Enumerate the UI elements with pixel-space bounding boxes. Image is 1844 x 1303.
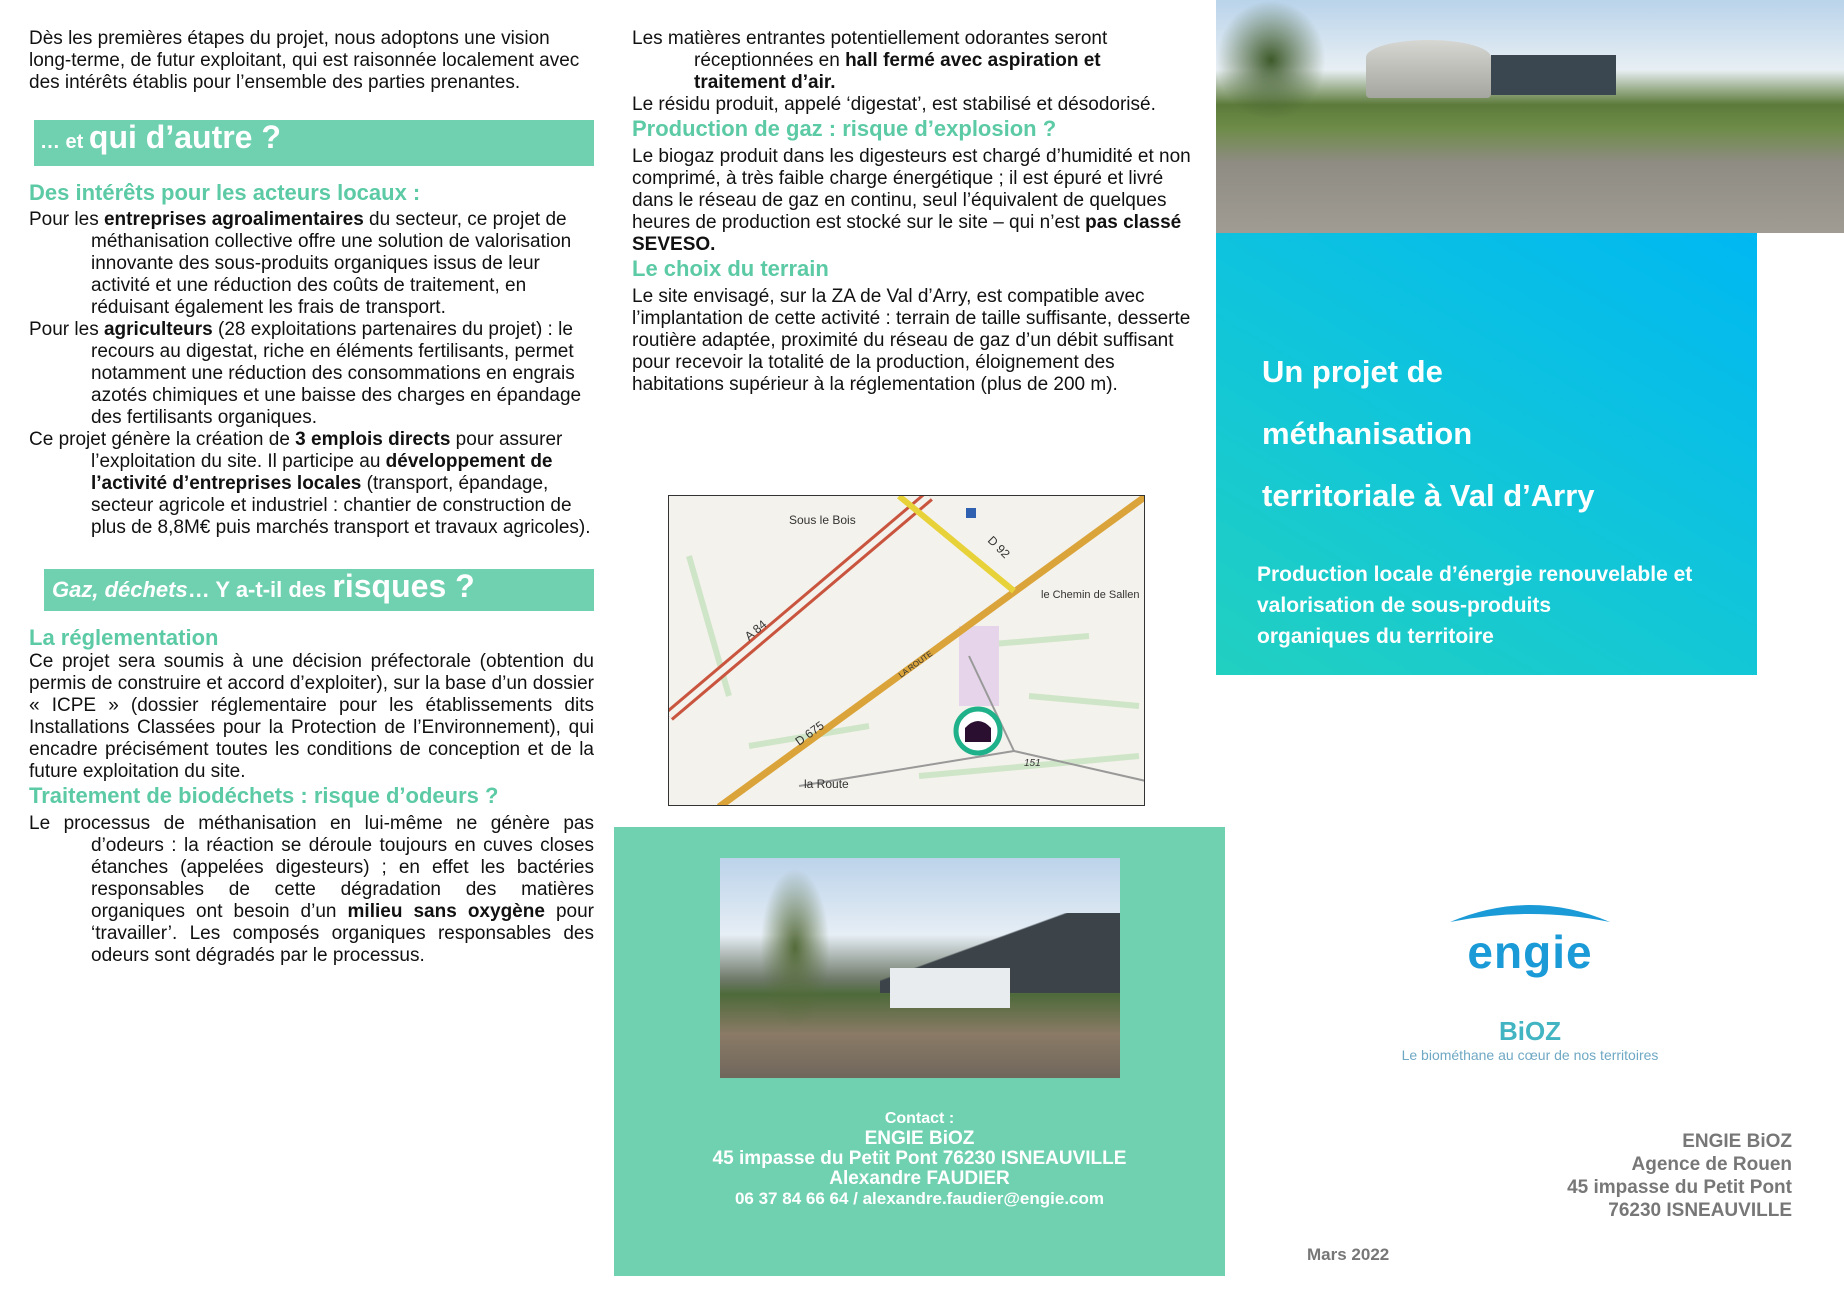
map-label: la Route (804, 777, 849, 791)
cover-subtitle-line: valorisation de sous-produits (1257, 594, 1552, 617)
text: Le processus de méthanisation en lui-même ne génère pas d’odeurs : la réaction se déroule toujours en cuves closes étanches (appelées digesteurs) ; en effet les bactéries responsables de cette dégradation des matières organiques ont besoin d’un (29, 813, 594, 922)
text: Le biogaz produit dans les digesteurs est chargé d’humidité et non comprimé, à très faible charge énergétique ; il est épuré et livré dans le réseau de gaz en continu, seul l’équivalent de quelques heures de production est stocké sur le site – qui n’est (632, 146, 1191, 233)
contact-phone-email[interactable]: 06 37 84 66 64 / alexandre.faudier@engie.com (734, 1189, 1105, 1208)
paragraph-regulation: Ce projet sera soumis à une décision préfectorale (obtention du permis de construire et accord d’exploiter), sur la base d’un dossier « ICPE » (dossier réglementaire pour les établissements dits Installations Classées pour la Protection de l’Environnement), qui encadre précisément toutes les conditions de conception et de la future exploitation du site. (29, 651, 594, 782)
map-label: 151 (1024, 758, 1041, 769)
bold-text: 3 emplois directs (295, 429, 451, 450)
cover-title-line: Un projet de (1262, 354, 1443, 389)
text: (28 exploitations partenaires du projet) : le recours au digestat, riche en éléments fertilisants, permet notamment une réduction des consommations en engrais azotés chimiques et une baisse des charges en épandage des fertilisants organiques. (91, 319, 582, 428)
banner-mid: … Y a-t-il des (187, 577, 333, 602)
text: du secteur, ce projet de méthanisation collective offre une solution de valorisation innovante des sous-produits organiques issus de leur activité et une réduction des coûts de traitement, en réduisant également les frais de transport. (91, 209, 572, 318)
bold-text: agriculteurs (103, 319, 213, 340)
contact-title: Contact : (884, 1110, 955, 1127)
engie-wordmark: engie (1467, 926, 1593, 978)
engie-logo (1440, 900, 1620, 978)
map-zone (959, 626, 999, 706)
publication-date: Mars 2022 (1307, 1245, 1390, 1264)
map-graphic (669, 496, 1145, 806)
text: (transport, épandage, secteur agricole et industriel : chantier de construction de plus de 8,8M€ puis marchés transport et travaux agricoles). (91, 473, 591, 538)
text: Pour les (29, 209, 104, 230)
text: Ce projet génère la création de (29, 429, 296, 450)
paragraph-odors (29, 813, 594, 967)
map-label: le Chemin de Sallen (1041, 589, 1140, 601)
address-line: Agence de Rouen (1631, 1154, 1792, 1175)
paragraph-reception (632, 28, 1194, 94)
section-banner-risks (44, 569, 594, 611)
bioz-wordmark: BiOZ (1498, 1016, 1562, 1046)
cover-title-line: territoriale à Val d’Arry (1262, 478, 1595, 513)
subheading-local: Des intérêts pour les acteurs locaux : (29, 180, 421, 205)
column-middle (632, 28, 1194, 396)
map-label: D 675 (792, 718, 827, 749)
text: Les matières entrantes potentiellement odorantes seront réceptionnées en (632, 28, 1108, 71)
subheading-odors: Traitement de biodéchets : risque d’odeurs ? (29, 783, 499, 808)
map-label: D 92 (984, 533, 1013, 562)
banner-big: qui d’autre ? (88, 119, 281, 155)
subheading-site: Le choix du terrain (632, 256, 829, 281)
cover-title-line: méthanisation (1262, 416, 1473, 451)
paragraph-site: Le site envisagé, sur la ZA de Val d’Arry, est compatible avec l’implantation de cette activité : terrain de taille suffisante, desserte routière adaptée, proximité du réseau de gaz d’un débit suffisant pour recevoir la totalité de la production, éloignement des habitations supérieur à la réglementation (plus de 200 m). (632, 286, 1191, 395)
bold-text: milieu sans oxygène (347, 901, 545, 922)
cover-subtitle-line: organiques du territoire (1257, 625, 1494, 648)
subheading-regulation: La réglementation (29, 625, 219, 650)
bold-text: entreprises agroalimentaires (103, 209, 364, 230)
section-banner-who (34, 120, 594, 166)
banner-small: … et (40, 131, 89, 153)
banner-italic: Gaz, déchets (52, 577, 188, 602)
cover-photo (1216, 0, 1844, 233)
banner-big: risques ? (332, 568, 475, 604)
paragraph-jobs (29, 429, 594, 539)
cover-subtitle-line: Production locale d’énergie renouvelable et (1257, 563, 1693, 586)
text: pour assurer l’exploitation du site. Il participe au (91, 429, 563, 472)
paragraph-digestate: Le résidu produit, appelé ‘digestat’, est stabilisé et désodorisé. (632, 94, 1156, 115)
column-left (29, 28, 594, 967)
map-label: Sous le Bois (789, 513, 856, 527)
engie-arc-icon (1445, 900, 1615, 924)
address-line: 76230 ISNEAUVILLE (1608, 1200, 1792, 1221)
address-line: ENGIE BiOZ (1682, 1131, 1792, 1152)
map-label: A 84 (741, 617, 770, 644)
intro-text: Dès les premières étapes du projet, nous adoptons une vision long-terme, de futur exploitant, qui est raisonnée localement avec des intérêts établis pour l’ensemble des parties prenantes. (29, 28, 580, 93)
bioz-tagline: Le biométhane au cœur de nos territoires (1401, 1047, 1659, 1063)
contact-company: ENGIE BiOZ (864, 1128, 975, 1149)
bold-text: hall fermé avec aspiration et traitement d’air. (694, 50, 1101, 93)
cover-panel (1216, 233, 1757, 675)
contact-panel (614, 827, 1225, 1276)
contact-address: 45 impasse du Petit Pont 76230 ISNEAUVILLE (712, 1148, 1127, 1169)
facility-photo (720, 858, 1120, 1078)
paragraph-farmers (29, 319, 594, 429)
sender-address (1567, 1130, 1792, 1222)
subheading-explosion: Production de gaz : risque d’explosion ? (632, 116, 1057, 141)
text: Pour les (29, 319, 104, 340)
location-map (668, 495, 1145, 806)
address-line: 45 impasse du Petit Pont (1567, 1177, 1792, 1198)
map-label: LA ROUTE (896, 649, 935, 680)
contact-person: Alexandre FAUDIER (829, 1168, 1010, 1189)
paragraph-biogas (632, 146, 1194, 256)
bold-text: pas classé SEVESO. (632, 212, 1182, 255)
text: pour ‘travailler’. Les composés organiques responsables des odeurs sont dégradés par le processus. (91, 901, 594, 966)
paragraph-agrifood (29, 209, 594, 319)
bold-text: développement de l’activité d’entreprises locales (91, 451, 553, 494)
